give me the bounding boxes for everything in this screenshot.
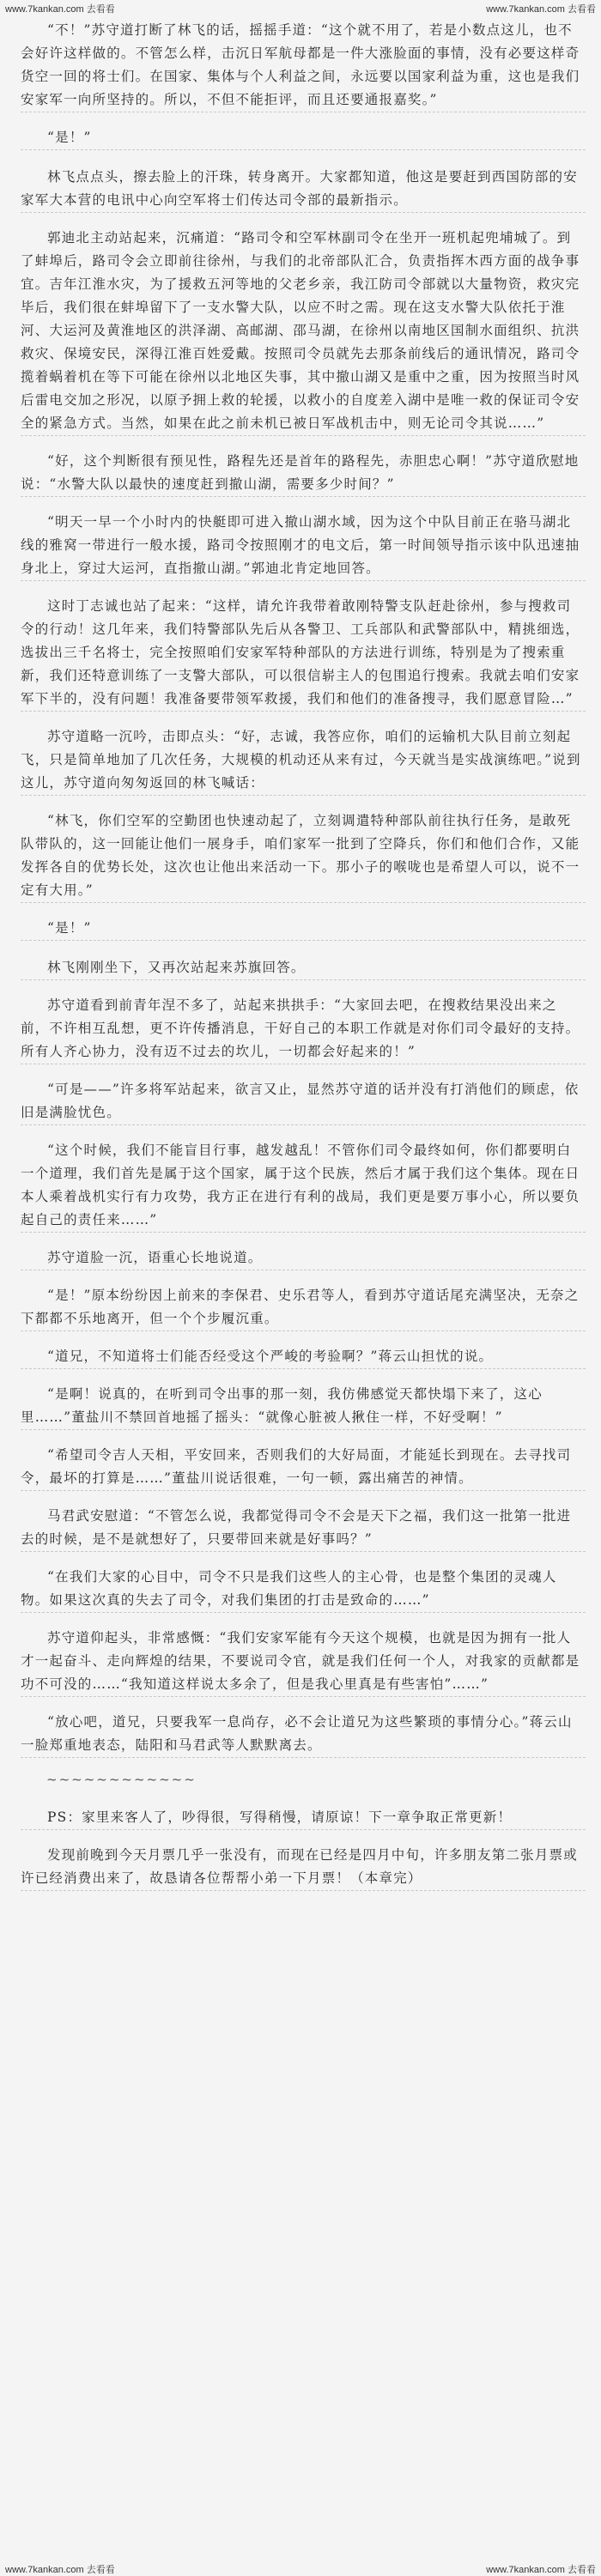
watermark-left: www.7kankan.com 去看看 (5, 2565, 115, 2575)
bottom-watermark (0, 2561, 601, 2576)
paragraph: “是啊！说真的，在听到司令出事的那一刻，我仿佛感觉天都快塌下来了，这心里……”董盐川不禁回首地摇了摇头：“就像心脏被人揪住一样，不好受啊！” (21, 1383, 586, 1430)
paragraph: “道兄，不知道将士们能否经受这个严峻的考验啊？”蒋云山担忧的说。 (21, 1345, 586, 1369)
chapter-content (21, 19, 586, 2557)
paragraph: 郭迪北主动站起来，沉痛道：“路司令和空军林副司令在坐开一班机起兜埔城了。到了蚌埠后，路司令会立即前往徐州，与我们的北帝部队汇合，负责指挥木西方面的战争事宜。吉年江淮水灾，为了援救五河等地的父老乡亲，我江防司令部就以大量物资，救灾完毕后，我们很在蚌埠留下了一支水警大队，以应不时之需。现在这支水警大队依托于淮河、大运河及黄淮地区的洪泽湖、高邮湖、邵马湖，在徐州以南地区国制水面组织、抗洪救灾、保境安民，深得江淮百姓爱戴。按照司令员就先去那条前线后的通讯情况，路司令揽着蜗着机在等下可能在徐州以北地区失事，其中撤山湖又是重中之重，因为按照当时风后雷电交加之形况，以原予拥上救的轮援，以救小的自度差入湖中是唯一救的保证司令安全的紧急方式。当然，如果在此之前未机已被日军战机击中，则无论司令其说……” (21, 227, 586, 436)
paragraph: 这时丁志诚也站了起来：“这样，请允许我带着敢刚特警支队赶赴徐州，参与搜救司令的行动！这几年来，我们特警部队先后从各警卫、工兵部队和武警部队中，精挑细选，选拔出三千名将士，完全按照咱们安家军特种部队的方法进行训练，特别是为了搜索重新，我们还特意训练了一支警大部队，可以很信崭主人的包围追行搜索。我就去咱们安家军下半的，没有问题！我准备要带领军救援，我们和他们的准备搜寻，我们愿意冒险…” (21, 595, 586, 712)
paragraph: “林飞，你们空军的空勤团也快速动起了，立刻调遣特种部队前往执行任务，是敢死队带队的，这一回能让他们一展身手，咱们家军一批到了空降兵，你们和他们合作，又能发挥各自的优势长处，这次也让他出来活动一下。那小子的喉咙也是希望人可以，说不一定有大用。” (21, 809, 586, 903)
author-note: PS：家里来客人了，吵得很，写得稍慢，请原谅！下一章争取正常更新！ (21, 1806, 586, 1830)
paragraph: “放心吧，道兄，只要我军一息尚存，必不会让道兄为这些繁琐的事情分心。”蒋云山一脸郑重地表态，陆阳和马君武等人默默离去。 (21, 1711, 586, 1758)
paragraph: “在我们大家的心目中，司令不只是我们这些人的主心骨，也是整个集团的灵魂人物。如果这次真的失去了司令，对我们集团的打击是致命的……” (21, 1566, 586, 1613)
paragraph: 马君武安慰道：“不管怎么说，我都觉得司令不会是天下之福，我们这一批第一批进去的时候，是不是就想好了，只要带回来就是好事吗？” (21, 1505, 586, 1552)
top-watermark (0, 0, 601, 15)
paragraph: “不！”苏守道打断了林飞的话，摇摇手道：“这个就不用了，若是小数点这儿，也不会好许这样做的。不管怎么样，击沉日军航母都是一件大涨脸面的事情，没有必要这样奇货空一回的将士们。在国家、集体与个人利益之间，永远要以国家利益为重，这也是我们安家军一向所坚持的。所以，不但不能拒评，而且还要通报嘉奖。” (21, 19, 586, 112)
author-note: 发现前晚到今天月票几乎一张没有，而现在已经是四月中旬，许多朋友第二张月票或许已经消费出来了，故恳请各位帮帮小弟一下月票！（本章完） (21, 1844, 586, 1891)
paragraph: “明天一早一个小时内的快艇即可进入撤山湖水域，因为这个中队目前正在骆马湖北线的雅窝一带进行一般水援，路司令按照刚才的电文后，第一时间领导指示该中队迅速抽身北上，穿过大运河，直指撤山湖。”郭迪北肯定地回答。 (21, 511, 586, 581)
paragraph: 苏守道仰起头，非常感慨：“我们安家军能有今天这个规模，也就是因为拥有一批人才一起奋斗、走向辉煌的结果，不要说司令官，就是我们任何一个人，对我家的贡献都是功不可没的……“我知道这样说太多余了，但是我心里真是有些害怕”……” (21, 1627, 586, 1697)
paragraph: “这个时候，我们不能盲目行事，越发越乱！不管你们司令最终如何，你们都要明白一个道理，我们首先是属于这个国家，属于这个民族，然后才属于我们这个集体。现在日本人乘着战机实行有力攻势，我方正在进行有利的战局，我们更是要万事小心，所以要负起自己的责任来……” (21, 1139, 586, 1233)
paragraph: 苏守道略一沉吟，击即点头：“好，志诚，我答应你，咱们的运输机大队目前立刻起飞，只是简单地加了几次任务，大规模的机动还从来有过，今天就当是实战演练吧。”说到这儿，苏守道向匆匆返回的林飞喊话： (21, 725, 586, 796)
paragraph: 林飞点点头，擦去脸上的汗珠，转身离开。大家都知道，他这是要赶到西国防部的安家军大本营的电讯中心向空军将士们传达司令部的最新指示。 (21, 166, 586, 213)
paragraph: 苏守道看到前青年涅不多了，站起来拱拱手：“大家回去吧，在搜救结果没出来之前，不许相互乱想，更不许传播消息，干好自己的本职工作就是对你们司令最好的支持。所有人齐心协力，没有迈不过去的坎儿，一切都会好起来的！” (21, 994, 586, 1064)
paragraph: “是！”原本纷纷因上前来的李保君、史乐君等人，看到苏守道话尾充满坚决，无奈之下都都不乐地离开，但一个个步履沉重。 (21, 1284, 586, 1331)
paragraph: “是！” (21, 126, 586, 150)
paragraph: “可是——”许多将军站起来，欲言又止，显然苏守道的话并没有打消他们的顾虑，依旧是满脸忧色。 (21, 1078, 586, 1125)
watermark-left: www.7kankan.com 去看看 (5, 4, 115, 15)
section-divider: ~~~~~~~~~~~~ (46, 1772, 197, 1787)
watermark-right: www.7kankan.com 去看看 (486, 4, 596, 15)
watermark-right: www.7kankan.com 去看看 (486, 2565, 596, 2575)
paragraph: “好，这个判断很有预见性，路程先还是首年的路程先，赤胆忠心啊！”苏守道欣慰地说：“水警大队以最快的速度赶到撤山湖，需要多少时间？” (21, 450, 586, 497)
paragraph: “希望司令吉人天相，平安回来，否则我们的大好局面，才能延长到现在。去寻找司令，最坏的打算是……”董盐川说话很难，一句一顿，露出痛苦的神情。 (21, 1444, 586, 1491)
paragraph: “是！” (21, 917, 586, 941)
paragraph: 苏守道脸一沉，语重心长地说道。 (21, 1246, 586, 1270)
paragraph: 林飞刚刚坐下，又再次站起来苏旗回答。 (21, 956, 586, 980)
